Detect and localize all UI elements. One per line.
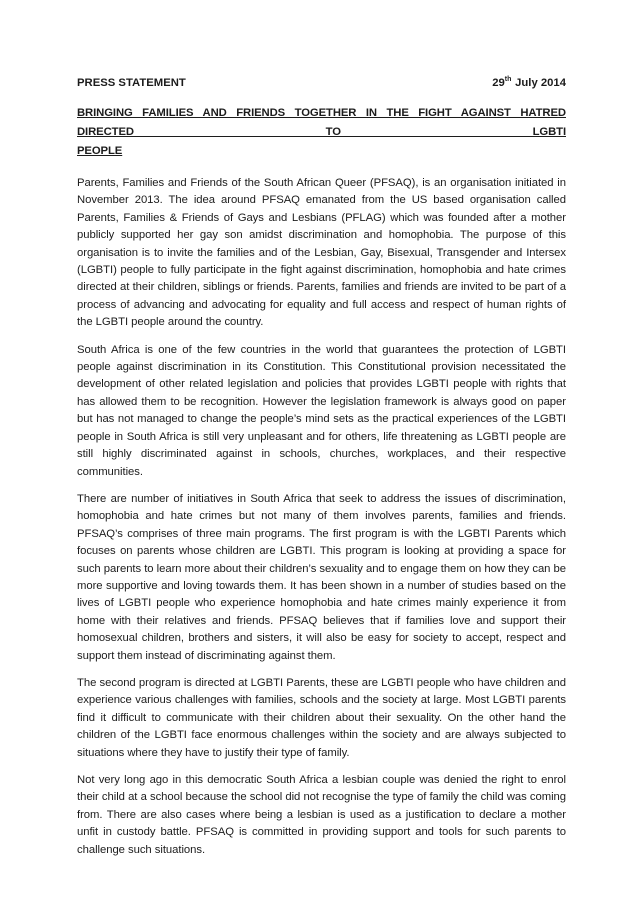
- document-date: [492, 76, 566, 91]
- document-title-line-1: BRINGING FAMILIES AND FRIENDS TOGETHER IN THE FIGHT AGAINST HATRED DIRECTED TO LGBTI: [77, 107, 566, 138]
- document-title: [77, 104, 566, 161]
- paragraph-about-pfsaq: Parents, Families and Friends of the South African Queer (PFSAQ), is an organisation initiated in November 2013. The idea around PFSAQ emanated from the US based organisation called Parents, Families & Friends of Gays and Lesbians (PFLAG) which was founded after a mother publicly supported her gay son amidst discrimination and homophobia. The purpose of this organisation is to invite the families and of the Lesbian, Gay, Bisexual, Transgender and Intersex (LGBTI) people to fully participate in the fight against discrimination, homophobia and hate crimes directed at their children, siblings or friends. Parents, families and friends are invited to be part of a process of advancing and advocating for equality and full access and respect of human rights of the LGBTI people around the country.: [77, 177, 566, 329]
- paragraph-initiatives-first-program: There are number of initiatives in South Africa that seek to address the issues of discrimination, homophobia and hate crimes but not many of them involves parents, families and friends. PFSAQ’s comprises of three main programs. The first program is with the LGBTI Parents which focuses on parents whose children are LGBTI. This program is looking at providing a space for such parents to learn more about their children’s sexuality and to engage them on how they can be more supportive and loving towards them. It has been shown in a number of studies based on the lives of LGBTI people who experience homophobia and hate crimes mainly experience it from home with their relatives and friends. PFSAQ believes that if families love and support their homosexual children, brothers and sisters, it will also be easy for society to accept, respect and support them instead of discriminating against them.: [77, 492, 566, 662]
- date-month-year: July 2014: [515, 77, 566, 89]
- date-ordinal: th: [504, 76, 512, 84]
- paragraph-lesbian-couple-case: Not very long ago in this democratic South Africa a lesbian couple was denied the right to enrol their child at a school because the school did not recognise the type of family the child was coming from. There are also cases where being a lesbian is used as a justification to declare a mother unfit in custody battle. PFSAQ is committed in providing support and tools for such parents to challenge such situations.: [77, 774, 566, 856]
- date-day: 29: [492, 77, 505, 89]
- press-statement-label: PRESS STATEMENT: [77, 77, 186, 89]
- document-title-line-2: PEOPLE: [77, 145, 123, 157]
- paragraph-second-program: The second program is directed at LGBTI Parents, these are LGBTI people who have children and experience various challenges with families, schools and the society at large. Most LGBTI parents find it difficult to communicate with their children about their sexuality. On the other hand the children of the LGBTI face enormous challenges within the society and are always subjected to situations where they have to justify their type of family.: [77, 676, 566, 759]
- document-header: [77, 76, 566, 91]
- paragraph-constitution: South Africa is one of the few countries in the world that guarantees the protection of LGBTI people against discrimination in its Constitution. This Constitutional provision necessitated the development of other related legislation and policies that provides LGBTI people with rights that has allowed them to be recognition. However the legislation framework is always good on paper but has not managed to change the people’s mind sets as the practical experiences of the LGBTI people in South Africa is still very unpleasant and for others, life threatening as LGBTI people are still highly discriminated against in schools, churches, workplaces, and their respective communities.: [77, 343, 566, 478]
